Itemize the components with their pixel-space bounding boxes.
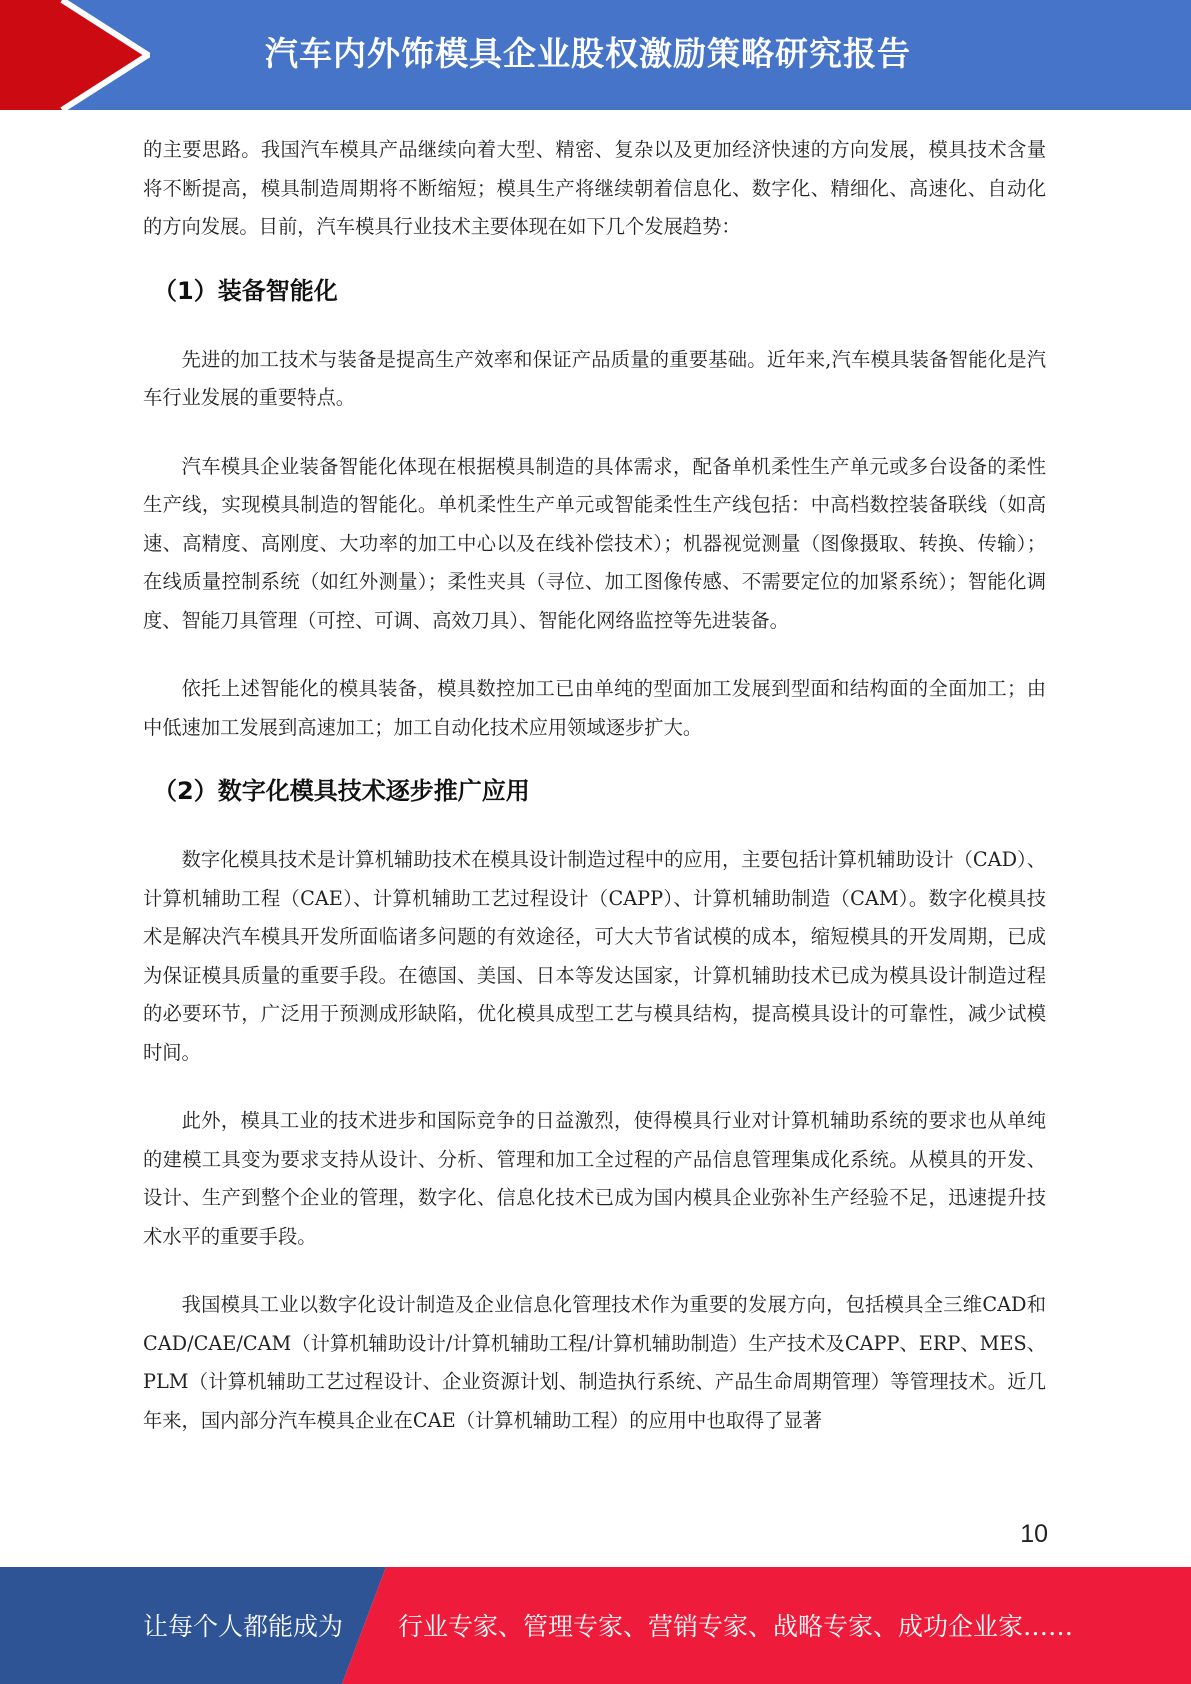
footer-slogan-right: 行业专家、管理专家、营销专家、战略专家、成功企业家…… [398, 1612, 1074, 1641]
paragraph: 数字化模具技术是计算机辅助技术在模具设计制造过程中的应用，主要包括计算机辅助设计（CAD）、计算机辅助工程（CAE）、计算机辅助工艺过程设计（CAPP）、计算机辅助制造（CAM）。数字化模具技术是解决汽车模具开发所面临诸多问题的有效途径，可大大节省试模的成本，缩短模具的开发周期，已成为保证模具质量的重要手段。在德国、美国、日本等发达国家，计算机辅助技术已成为模具设计制造过程的必要环节，广泛用于预测成形缺陷，优化模具成型工艺与模具结构，提高模具设计的可靠性，减少试模时间。 [143, 848, 1046, 1064]
footer-slogan-left: 让每个人都能成为 [143, 1612, 344, 1641]
footer-banner [0, 1567, 1191, 1684]
header-red-chevron [0, 0, 150, 110]
header-banner [0, 0, 1191, 110]
paragraph: 的主要思路。我国汽车模具产品继续向着大型、精密、复杂以及更加经济快速的方向发展，模具技术含量将不断提高，模具制造周期将不断缩短；模具生产将继续朝着信息化、数字化、精细化、高速化、自动化的方向发展。目前，汽车模具行业技术主要体现在如下几个发展趋势： [143, 138, 1046, 238]
page-number: 10 [1020, 1520, 1048, 1548]
paragraph: 我国模具工业以数字化设计制造及企业信息化管理技术作为重要的发展方向，包括模具全三维CAD和CAD/CAE/CAM（计算机辅助设计/计算机辅助工程/计算机辅助制造）生产技术及CAPP、ERP、MES、PLM（计算机辅助工艺过程设计、企业资源计划、制造执行系统、产品生命周期管理）等管理技术。近几年来，国内部分汽车模具企业在CAE（计算机辅助工程）的应用中也取得了显著 [143, 1293, 1046, 1432]
paragraph: 先进的加工技术与装备是提高生产效率和保证产品质量的重要基础。近年来,汽车模具装备智能化是汽车行业发展的重要特点。 [143, 347, 1046, 409]
paragraph: 依托上述智能化的模具装备，模具数控加工已由单纯的型面加工发展到型面和结构面的全面加工；由中低速加工发展到高速加工；加工自动化技术应用领域逐步扩大。 [143, 677, 1046, 739]
document-body [143, 131, 1046, 1440]
section-heading-1: （1）装备智能化 [153, 276, 338, 305]
paragraph: 此外，模具工业的技术进步和国际竞争的日益激烈，使得模具行业对计算机辅助系统的要求也从单纯的建模工具变为要求支持从设计、分析、管理和加工全过程的产品信息管理集成化系统。从模具的开发、设计、生产到整个企业的管理，数字化、信息化技术已成为国内模具企业弥补生产经验不足，迅速提升技术水平的重要手段。 [143, 1109, 1046, 1248]
report-title: 汽车内外饰模具企业股权激励策略研究报告 [265, 34, 911, 73]
paragraph: 汽车模具企业装备智能化体现在根据模具制造的具体需求，配备单机柔性生产单元或多台设备的柔性生产线，实现模具制造的智能化。单机柔性生产单元或智能柔性生产线包括：中高档数控装备联线（如高速、高精度、高刚度、大功率的加工中心以及在线补偿技术）；机器视觉测量（图像摄取、转换、传输）；在线质量控制系统（如红外测量）；柔性夹具（寻位、加工图像传感、不需要定位的加紧系统）；智能化调度、智能刀具管理（可控、可调、高效刀具）、智能化网络监控等先进装备。 [143, 454, 1046, 632]
section-heading-2: （2）数字化模具技术逐步推广应用 [153, 777, 530, 805]
